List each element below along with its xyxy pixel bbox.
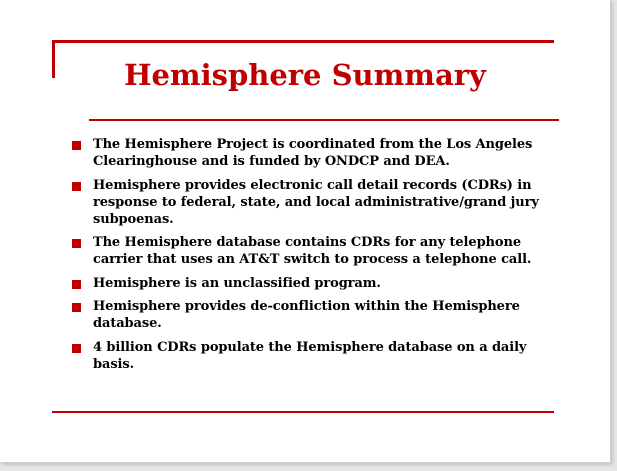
square-bullet-icon xyxy=(72,141,81,150)
bottom-rule xyxy=(52,411,554,413)
bullet-text: Hemisphere is an unclassified program. xyxy=(93,275,381,291)
square-bullet-icon xyxy=(72,239,81,248)
bullet-item xyxy=(72,136,562,170)
bullet-text: Hemisphere provides electronic call detail records (CDRs) in response to federal, state, and local administrative/grand jury subpoenas. xyxy=(93,177,539,227)
bullet-item xyxy=(72,275,562,292)
bullet-item xyxy=(72,339,562,373)
bullet-item xyxy=(72,234,562,268)
bullet-text: The Hemisphere Project is coordinated from the Los Angeles Clearinghouse and is funded by ONDCP and DEA. xyxy=(93,137,533,169)
bullet-text: 4 billion CDRs populate the Hemisphere database on a daily basis. xyxy=(93,339,527,372)
title-underline-rule xyxy=(89,119,559,121)
title-frame-left-line xyxy=(52,40,55,78)
slide-title: Hemisphere Summary xyxy=(124,58,486,92)
square-bullet-icon xyxy=(72,303,81,312)
square-bullet-icon xyxy=(72,182,81,191)
square-bullet-icon xyxy=(72,344,81,353)
bullet-item xyxy=(72,298,562,332)
bullet-list xyxy=(72,136,562,379)
title-frame-top-line xyxy=(52,40,554,43)
bullet-text: The Hemisphere database contains CDRs for any telephone carrier that uses an AT&T switch to process a telephone call. xyxy=(93,235,532,267)
square-bullet-icon xyxy=(72,280,81,289)
bullet-text: Hemisphere provides de-confliction within the Hemisphere database. xyxy=(93,299,520,331)
bullet-item xyxy=(72,177,562,228)
